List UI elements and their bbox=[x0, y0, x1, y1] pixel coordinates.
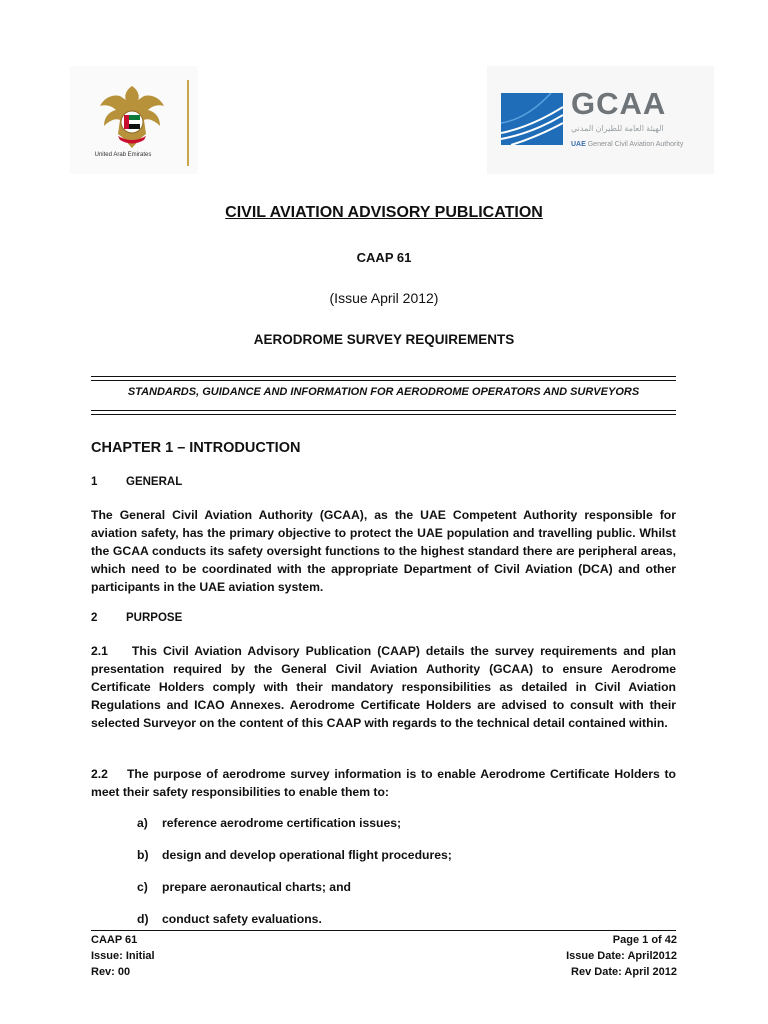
section-2-number: 2 bbox=[91, 612, 98, 624]
list-item: b) design and develop operational flight procedures; bbox=[137, 848, 452, 862]
gcaa-logo-text: GCAA bbox=[571, 86, 667, 121]
uae-emblem-icon bbox=[98, 84, 166, 150]
section-2-title: PURPOSE bbox=[126, 612, 183, 624]
document-banner: STANDARDS, GUIDANCE AND INFORMATION FOR AERODROME OPERATORS AND SURVEYORS bbox=[127, 386, 640, 398]
document-code: CAAP 61 bbox=[356, 250, 412, 265]
banner-rule-bottom-1 bbox=[91, 410, 676, 411]
banner-rule-bottom-2 bbox=[91, 414, 676, 415]
footer-right bbox=[566, 932, 677, 980]
footer-page: Page 1 of 42 bbox=[612, 934, 677, 946]
section-1-title: GENERAL bbox=[126, 476, 183, 488]
footer-issue: Issue: Initial bbox=[91, 950, 155, 962]
uae-caption: United Arab Emirates bbox=[94, 152, 152, 158]
chapter-heading: CHAPTER 1 – INTRODUCTION bbox=[91, 440, 301, 456]
document-title: CIVIL AVIATION ADVISORY PUBLICATION bbox=[225, 204, 543, 221]
footer-rule bbox=[91, 930, 676, 931]
section-1-number: 1 bbox=[91, 476, 98, 488]
footer-rev-date: Rev Date: April 2012 bbox=[571, 966, 677, 978]
list-item: c) prepare aeronautical charts; and bbox=[137, 880, 351, 894]
footer-issue-date: Issue Date: April2012 bbox=[566, 950, 677, 962]
paragraph-2-2: 2.2 The purpose of aerodrome survey information is to enable Aerodrome Certificate Holders to meet their safety responsibilities to enable them to: bbox=[91, 767, 676, 799]
list-item: d) conduct safety evaluations. bbox=[137, 912, 322, 926]
banner-rule-top-2 bbox=[91, 380, 676, 381]
gcaa-wave-icon bbox=[501, 93, 563, 145]
footer-code: CAAP 61 bbox=[91, 934, 138, 946]
document-issue: (Issue April 2012) bbox=[329, 290, 439, 306]
banner-rule-top-1 bbox=[91, 376, 676, 377]
footer-left bbox=[91, 932, 155, 980]
list-item: a) reference aerodrome certification issues; bbox=[137, 816, 402, 830]
header-divider bbox=[187, 80, 189, 166]
paragraph-2-1: 2.1 This Civil Aviation Advisory Publication (CAAP) details the survey requirements and plan presentation required by the General Civil Aviation Authority (GCAA) to ensure Aerodrome Certificate Holders comply with their mandatory responsibilities as detailed in Civil Aviation Regulations and ICAO Annexes. Aerodrome Certificate Holders are advised to consult with their selected Surveyor on the content of this CAAP with regards to the technical detail contained within. bbox=[91, 644, 676, 730]
gcaa-arabic-text: الهيئة العامة للطيران المدني bbox=[571, 124, 664, 133]
document-subject: AERODROME SURVEY REQUIREMENTS bbox=[253, 332, 515, 347]
section-1-paragraph: The General Civil Aviation Authority (GCAA), as the UAE Competent Authority responsible for aviation safety, has the primary objective to protect the UAE population and travelling public. Whilst the GCAA conducts its safety oversight functions to the highest standard there are peripheral areas, which need to be coordinated with the appropriate Department of Civil Aviation (DCA) and other participants in the UAE aviation system. bbox=[91, 508, 676, 594]
footer-rev: Rev: 00 bbox=[91, 966, 131, 978]
gcaa-subtitle: UAE General Civil Aviation Authority bbox=[571, 141, 684, 148]
